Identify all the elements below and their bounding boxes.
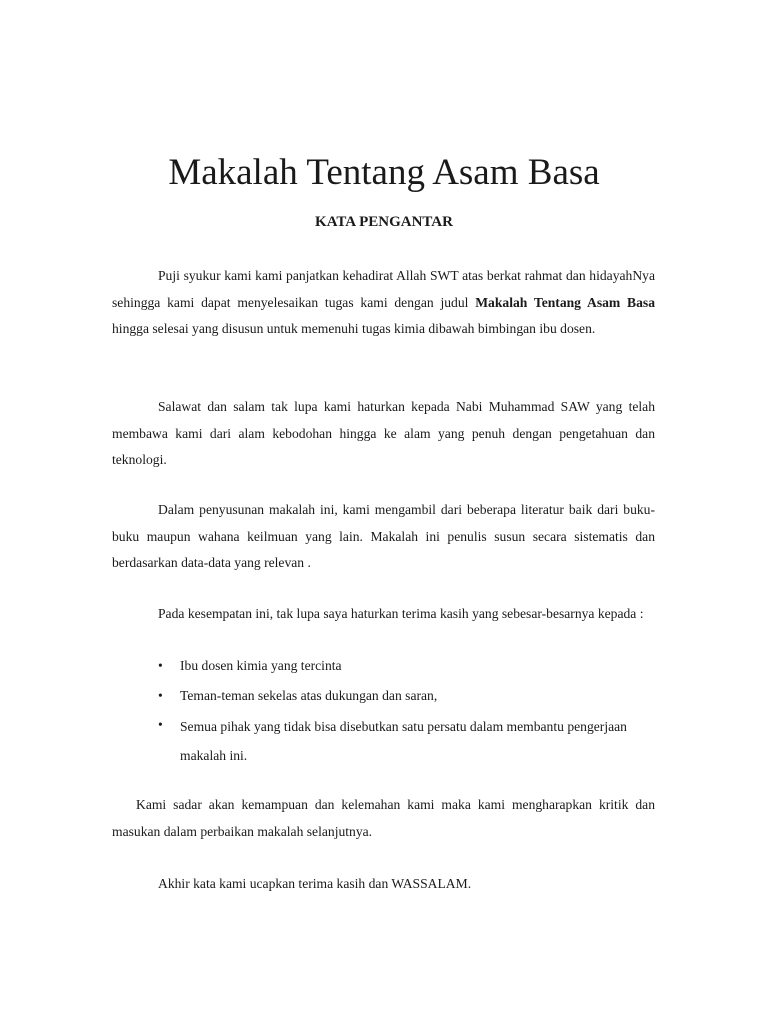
paragraph-opening	[112, 263, 655, 343]
document-title: Makalah Tentang Asam Basa	[168, 152, 600, 193]
bullet-icon: •	[158, 658, 163, 673]
list-item-text: Ibu dosen kimia yang tercinta	[180, 658, 342, 673]
paragraph-kritik	[112, 792, 655, 845]
list-item	[112, 683, 655, 710]
paragraph-salawat-text: Salawat dan salam tak lupa kami haturkan kepada Nabi Muhammad SAW yang telah membawa kami dari alam kebodohan hingga ke alam yang penuh dengan pengetahuan dan teknologi.	[112, 399, 655, 467]
section-heading: KATA PENGANTAR	[315, 214, 453, 230]
paragraph-terima-kasih-text: Pada kesempatan ini, tak lupa saya haturkan terima kasih yang sebesar-besarnya kepada :	[158, 606, 644, 621]
paragraph-penyusunan-text: Dalam penyusunan makalah ini, kami mengambil dari beberapa literatur baik dari buku-buku maupun wahana keilmuan yang lain. Makalah ini penulis susun secara sistematis dan berdasarkan data-data yang relevan .	[112, 502, 655, 570]
bullet-icon: •	[158, 717, 163, 732]
thanks-list	[112, 653, 655, 773]
list-item-text: Semua pihak yang tidak bisa disebutkan satu persatu dalam membantu pengerjaan makalah ini.	[180, 719, 627, 763]
paragraph-terima-kasih	[112, 601, 655, 628]
paragraph-salawat	[112, 394, 655, 474]
bullet-icon: •	[158, 687, 163, 703]
list-item-text: Teman-teman sekelas atas dukungan dan saran,	[180, 687, 438, 703]
list-item	[112, 653, 655, 680]
paragraph-kritik-text: Kami sadar akan kemampuan dan kelemahan kami maka kami mengharapkan kritik dan masukan dalam perbaikan makalah selanjutnya.	[112, 797, 655, 839]
paragraph-opening-text-a: Puji syukur kami kami panjatkan kehadirat Allah SWT atas berkat rahmat dan hidayahNya sehingga kami dapat menyelesaikan tugas kami dengan judul	[112, 268, 655, 310]
paragraph-opening-text-b: hingga selesai yang disusun untuk memenuhi tugas kimia dibawah bimbingan ibu dosen.	[112, 321, 596, 336]
paragraph-penyusunan	[112, 497, 655, 577]
paragraph-penutup	[112, 871, 655, 898]
list-item	[112, 712, 655, 770]
paragraph-opening-bold: Makalah Tentang Asam Basa	[475, 294, 655, 310]
paragraph-penutup-text: Akhir kata kami ucapkan terima kasih dan WASSALAM.	[158, 876, 472, 891]
